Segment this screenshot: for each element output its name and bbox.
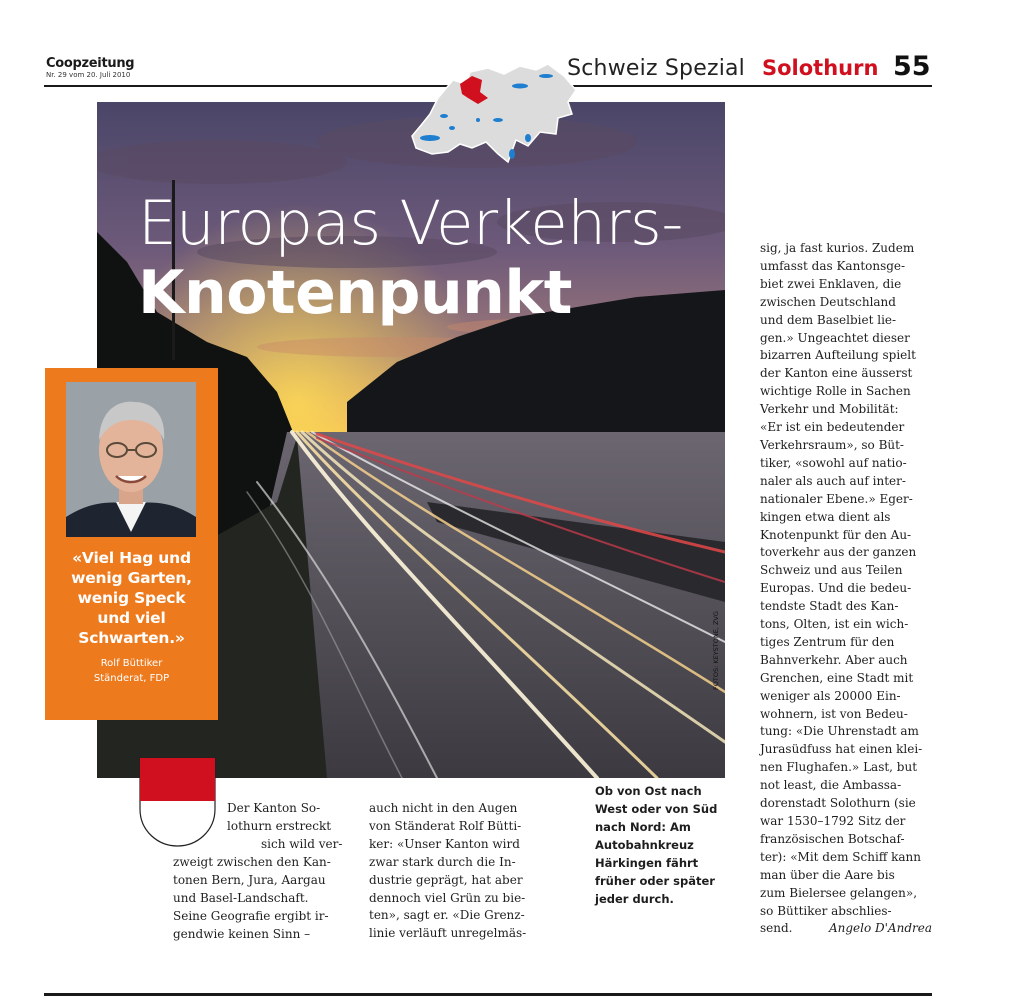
canton-title: Solothurn (762, 56, 879, 80)
text-line: Der Kanton So- (227, 801, 321, 815)
text-line: Verkehr und Mobilität: (760, 402, 899, 417)
text-line: Seine Geografie ergibt ir- (173, 908, 329, 923)
author-byline: Angelo D'Andrea (828, 921, 932, 936)
text-line: weniger als 20000 Ein- (760, 688, 901, 703)
text-line: ter): «Mit dem Schiff kann (760, 849, 922, 864)
pull-quote-line: «Viel Hag und (72, 549, 191, 567)
text-line: der Kanton eine äusserst (760, 366, 913, 381)
text-line: wichtige Rolle in Sachen (760, 384, 911, 399)
text-line: Bahnverkehr. Aber auch (760, 652, 908, 667)
pull-quote-line: wenig Garten, (71, 569, 192, 587)
text-line: nen Flughafen.» Last, but (760, 760, 918, 775)
article-column-2 (369, 800, 543, 943)
headline-line-1: Europas Verkehrs- (138, 188, 683, 259)
text-line-last (760, 920, 932, 938)
photo-credit: FOTOS: KEYSTONE, ZVG (712, 611, 720, 690)
text-line: war 1530–1792 Sitz der (760, 814, 906, 828)
quote-author-role: Ständerat, FDP (93, 673, 170, 684)
pull-quote-line: Schwarten.» (78, 629, 185, 647)
text-line: «Er ist ein bedeutender (760, 420, 905, 435)
text-line: sig, ja fast kurios. Zudem (760, 241, 915, 255)
page-number: 55 (893, 51, 931, 82)
text-line: bizarren Aufteilung spielt (760, 348, 916, 363)
text-line: nationaler Ebene.» Eger- (760, 491, 913, 506)
article-column-4 (760, 240, 932, 938)
text-line: tiker, «sowohl auf natio- (760, 455, 907, 470)
switzerland-map-icon (408, 58, 583, 170)
text-line: Europas. Und die bedeu- (760, 581, 912, 596)
portrait-photo (66, 382, 196, 537)
text-line: und Basel-Landschaft. (173, 890, 309, 905)
caption-line: früher oder später (595, 874, 715, 888)
text-line: zweigt zwischen den Kan- (173, 855, 331, 869)
article-column-1-intro (227, 800, 353, 854)
text-line: tonen Bern, Jura, Aargau (173, 872, 326, 887)
issue-info: Nr. 29 vom 20. Juli 2010 (46, 71, 131, 79)
text-line: kingen etwa dient als (760, 509, 891, 524)
text-line: gendwie keinen Sinn – (173, 926, 311, 941)
text-line: sich wild ver- (261, 836, 343, 851)
text-line: Verkehrsraum», so Büt- (760, 437, 904, 452)
text-line: naler als auch auf inter- (760, 473, 906, 488)
text-line: wohnern, ist von Bedeu- (760, 706, 908, 721)
text-line: tiges Zentrum für den (760, 634, 895, 649)
text-line: man über die Aare bis (760, 867, 895, 882)
publication-name: Coopzeitung (46, 56, 135, 71)
caption-line: Autobahnkreuz (595, 838, 694, 852)
text-line: auch nicht in den Augen (369, 801, 518, 815)
text-line: ker: «Unser Kanton wird (369, 836, 520, 851)
photo-caption (595, 782, 731, 908)
text-line: zum Bielersee gelangen», (760, 885, 918, 900)
text-line: dustrie geprägt, hat aber (369, 872, 523, 887)
text-line: Schweiz und aus Teilen (760, 563, 903, 578)
caption-line: Härkingen fährt (595, 856, 699, 870)
text-line: biet zwei Enklaven, die (760, 276, 902, 291)
caption-line: Ob von Ost nach (595, 784, 702, 798)
quote-author: Rolf Büttiker (100, 658, 163, 669)
text-line: not least, die Ambassa- (760, 778, 902, 793)
headline-line-2: Knotenpunkt (138, 258, 572, 328)
text-line: Grenchen, eine Stadt mit (760, 670, 914, 685)
text-line: tung: «Die Uhrenstadt am (760, 724, 919, 739)
caption-line: West oder von Süd (595, 802, 718, 816)
text-line: toverkehr aus der ganzen (760, 545, 917, 560)
text-line: so Büttiker abschlies- (760, 903, 892, 918)
text-line: tendste Stadt des Kan- (760, 599, 899, 614)
footer-rule (44, 993, 932, 996)
text-line: französischen Botschaf- (760, 831, 905, 846)
caption-line: jeder durch. (595, 892, 674, 906)
text-line: Knotenpunkt für den Au- (760, 527, 912, 542)
section-title: Schweiz Spezial (567, 56, 745, 81)
pull-quote-line: und viel (97, 609, 166, 627)
text-line: lothurn erstreckt (227, 818, 332, 833)
text-line: von Ständerat Rolf Bütti- (369, 818, 522, 833)
pull-quote (50, 548, 213, 648)
pull-quote-line: wenig Speck (77, 589, 186, 607)
text-line: zwischen Deutschland (760, 294, 896, 309)
text-line: Jurasüdfuss hat einen klei- (760, 742, 923, 757)
text-line: dennoch viel Grün zu bie- (369, 890, 526, 905)
solothurn-coat-of-arms-icon (139, 757, 216, 847)
text-line: umfasst das Kantonsge- (760, 258, 906, 273)
text-line: tons, Olten, ist ein wich- (760, 617, 909, 632)
text-line: linie verläuft unregelmäs- (369, 926, 527, 941)
text-line: dorenstadt Solothurn (sie (760, 796, 916, 811)
article-column-1 (173, 854, 353, 944)
caption-line: nach Nord: Am (595, 820, 691, 834)
text-line: zwar stark durch die In- (369, 854, 516, 869)
text-line: send. (760, 921, 793, 936)
text-line: ten», sagt er. «Die Grenz- (369, 908, 525, 923)
text-line: und dem Baselbiet lie- (760, 312, 897, 327)
text-line: gen.» Ungeachtet dieser (760, 330, 910, 345)
